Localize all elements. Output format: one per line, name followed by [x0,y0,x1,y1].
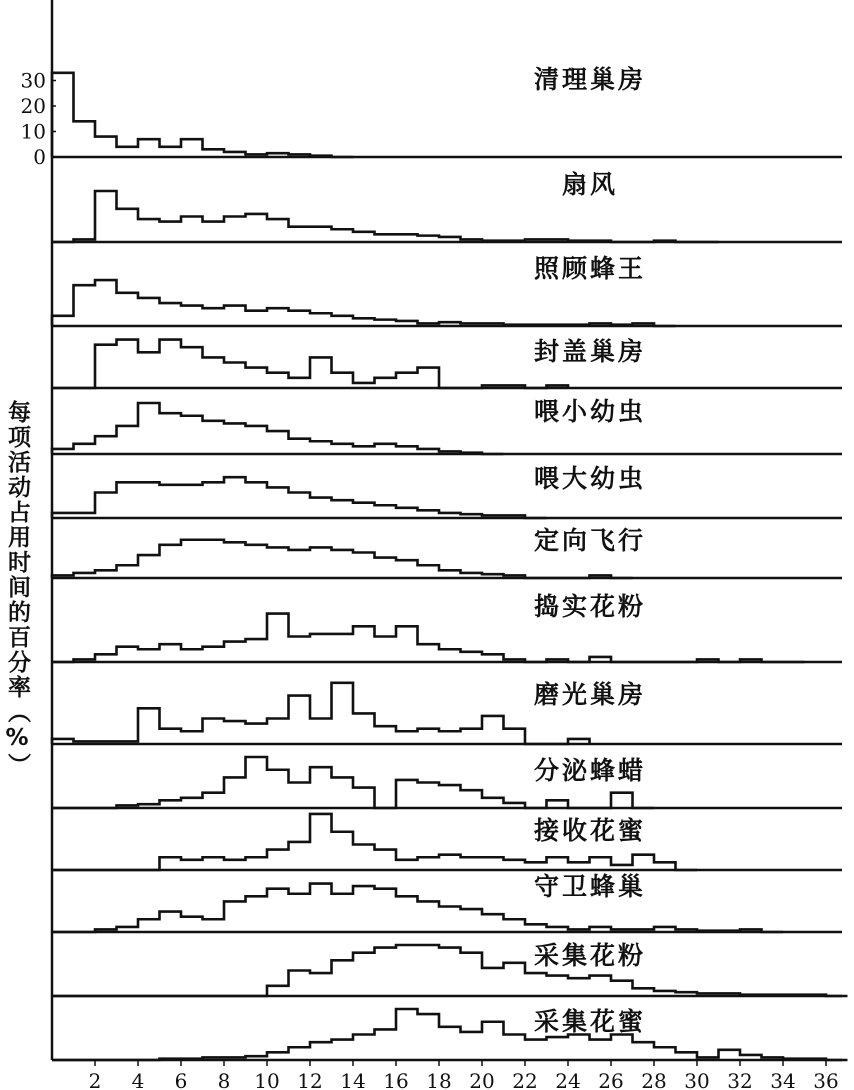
histogram-bar [203,647,225,662]
histogram-bar [439,785,461,808]
histogram-bar [224,721,246,744]
histogram-bar [289,971,311,997]
histogram-bar [95,137,117,157]
panel-label: 磨光巢房 [533,680,647,709]
histogram-bar [396,508,418,518]
histogram-bar [375,889,397,932]
histogram-bar [138,352,160,388]
histogram-bar [482,1022,504,1060]
histogram-bar [246,896,268,932]
histogram-bar [332,444,354,454]
histogram-bar [418,945,440,996]
histogram-bar [353,713,375,744]
histogram-bar [203,357,225,388]
histogram-bar [375,726,397,744]
histogram-bar [117,647,139,662]
x-tick-label: 34 [770,1069,796,1090]
panel-label: 封盖巢房 [533,337,647,366]
histogram-bar [396,780,418,808]
histogram-bar [160,729,182,744]
histogram-bar [310,814,332,870]
panel-label: 定向飞行 [533,526,647,555]
histogram-bar [611,1035,633,1061]
histogram-bar [375,505,397,518]
panel-label: 喂大幼虫 [533,464,647,493]
histogram-bar [95,280,117,326]
histogram-bar [138,139,160,157]
histogram-bar [138,298,160,326]
histogram-bar [138,708,160,744]
x-tick-label: 20 [469,1069,495,1090]
histogram-bar [418,783,440,809]
histogram-bar [396,896,418,932]
histogram-bar [375,1029,397,1060]
histogram-bar [332,832,354,870]
histogram-bar [224,477,246,518]
histogram-bar [633,855,655,870]
x-tick-label: 24 [555,1069,581,1090]
histogram-bar [289,550,311,578]
histogram-bar [461,652,483,662]
histogram-bar [203,793,225,808]
histogram-bar [439,855,461,870]
histogram-bar [289,493,311,519]
histogram-bar [160,857,182,870]
panel-label: 喂小幼虫 [533,397,647,426]
histogram-bar [461,909,483,932]
panel-label: 照顾蜂王 [533,254,647,283]
histogram-bar [568,1035,590,1061]
y-tick-label: 10 [20,119,46,144]
histogram-bar [117,340,139,388]
histogram-bar [633,1042,655,1060]
histogram-bar [267,487,289,518]
histogram-bar [289,378,311,388]
histogram-bar [267,431,289,454]
histogram-bar [289,227,311,242]
x-tick-label: 36 [813,1069,839,1090]
histogram-bar [267,770,289,808]
histogram-bar [246,214,268,242]
histogram-bar [332,1040,354,1060]
histogram-bar [117,293,139,326]
histogram-bar [353,503,375,518]
histogram-bar [439,1027,461,1060]
histogram-bar [246,857,268,870]
histogram-bar [181,731,203,744]
histogram-bar [224,306,246,326]
histogram-bar [418,1014,440,1060]
histogram-bar [160,303,182,326]
panel-label: 守卫蜂巢 [533,872,647,901]
panel-label: 采集花粉 [533,941,647,970]
x-tick-label: 14 [340,1069,366,1090]
histogram-bar [332,894,354,932]
histogram-bar [547,976,569,996]
histogram-bar [439,948,461,996]
histogram-bar [95,345,117,388]
histogram-bar [267,719,289,745]
histogram-bar [375,850,397,870]
histogram-bar [375,637,397,663]
histogram-bar [246,545,268,578]
histogram-bar [482,857,504,870]
panel-label: 扇风 [561,170,619,199]
histogram-bar [181,416,203,454]
histogram-bar [203,308,225,326]
x-tick-label: 22 [512,1069,538,1090]
histogram-bar [181,540,203,578]
histogram-bar [332,960,354,996]
histogram-bar [332,777,354,808]
histogram-bar [95,493,117,519]
x-tick-label: 10 [254,1069,280,1090]
histogram-bar [547,1037,569,1060]
histogram-bar [267,614,289,662]
histogram-bar [310,884,332,932]
histogram-bar [224,901,246,932]
histogram-bar [203,222,225,242]
histogram-bar [439,907,461,933]
histogram-bar [461,729,483,744]
histogram-bar [160,485,182,518]
histogram-bar [203,540,225,578]
histogram-bar [289,637,311,663]
histogram-bar [117,209,139,242]
histogram-bar [590,976,612,996]
histogram-bar [396,560,418,578]
histogram-bar [568,978,590,996]
histogram-bar [181,347,203,388]
histogram-bar [289,311,311,326]
histogram-bar [504,729,526,744]
histogram-bar [353,232,375,242]
histogram-bar [289,842,311,870]
histogram-bar [461,790,483,808]
histogram-bar [289,439,311,454]
panel-label: 采集花蜜 [533,1007,647,1036]
histogram-bar [181,917,203,932]
histogram-bar [246,482,268,518]
histogram-bar [375,444,397,454]
histogram-bar [117,426,139,454]
histogram-bar [224,363,246,389]
x-tick-label: 8 [217,1069,231,1090]
x-tick-label: 30 [684,1069,710,1090]
histogram-bar [353,788,375,808]
histogram-bar [181,139,203,157]
histogram-bar [482,968,504,996]
panel-label: 接收花蜜 [533,816,647,845]
histogram-bar [160,340,182,388]
histogram-bar [719,1050,741,1060]
histogram-bar [353,626,375,662]
y-axis-title: 每项活动占用时间的百分率（%） [4,400,30,778]
histogram-bar [203,421,225,454]
histogram-bar [396,945,418,996]
histogram-bar [332,683,354,744]
histogram-bar [525,973,547,996]
panel-label: 清理巢房 [533,65,647,94]
histogram-bar [203,919,225,932]
histogram-bar [267,219,289,242]
x-tick-label: 18 [426,1069,452,1090]
histogram-bar [396,373,418,388]
histogram-bar [504,860,526,870]
histogram-bar [224,423,246,454]
histogram-bar [289,1047,311,1060]
histogram-bar [95,436,117,454]
histogram-bar [590,1040,612,1060]
histogram-bar [310,498,332,518]
histogram-bar [504,919,526,932]
histogram-bar [203,719,225,745]
histogram-bar [138,482,160,518]
y-tick-label: 20 [20,94,46,118]
panel-label: 分泌蜂蜡 [533,756,647,785]
histogram-bar [461,953,483,996]
histogram-bar [203,482,225,518]
histogram-bar [160,147,182,157]
histogram-bar [310,719,332,745]
x-tick-label: 6 [174,1069,188,1090]
histogram-bar [181,798,203,808]
histogram-bar [117,565,139,578]
histogram-bar [160,545,182,578]
histogram-bar [203,857,225,870]
histogram-bar [224,777,246,808]
histogram-bar [396,626,418,662]
histogram-bar [138,403,160,454]
histogram-bar [267,986,289,996]
histogram-bar [332,229,354,242]
histogram-bar [246,757,268,808]
histogram-bar [418,901,440,932]
histogram-bar [504,963,526,996]
histogram-bar [267,373,289,388]
histogram-bar [267,547,289,578]
histogram-bar [289,783,311,809]
histogram-bar [482,798,504,808]
histogram-bar [246,311,268,326]
histogram-bar [224,642,246,662]
histogram-bar [138,555,160,578]
histogram-bar [310,634,332,662]
x-tick-label: 2 [88,1069,102,1090]
histogram-bar [52,73,74,157]
histogram-bar [375,948,397,996]
histogram-bar [52,316,74,326]
x-tick-label: 16 [383,1069,409,1090]
histogram-bar [482,716,504,744]
histogram-bar [160,644,182,662]
x-tick-label: 28 [641,1069,667,1090]
histogram-bar [590,857,612,870]
histogram-bar [181,860,203,870]
histogram-bar [418,368,440,388]
histogram-bar [160,912,182,932]
histogram-bar [375,378,397,388]
histogram-bar [332,316,354,326]
histogram-bar [181,649,203,662]
histogram-bar [310,547,332,578]
histogram-bar [246,639,268,662]
histogram-bar [310,441,332,454]
histogram-bar [181,485,203,518]
histogram-bar [224,860,246,870]
histogram-bar [611,793,633,808]
histogram-bar [332,500,354,518]
histogram-bar [181,217,203,243]
histogram-bar [353,1035,375,1061]
histogram-bar [332,550,354,578]
histogram-bar [246,724,268,744]
histogram-bar [267,308,289,326]
histogram-bar [504,1035,526,1061]
histogram-bar [160,413,182,454]
histogram-bar [246,368,268,388]
histogram-bar [224,542,246,578]
histogram-bar [95,191,117,242]
histogram-bar [138,649,160,662]
histogram-bar [181,306,203,326]
histogram-bar [611,981,633,996]
histogram-bar [310,357,332,388]
histogram-bar [74,121,96,157]
y-tick-label: 30 [20,68,46,93]
histogram-bar [74,444,96,454]
histogram-bar [353,553,375,579]
histogram-bar [547,857,569,870]
histogram-bar [332,373,354,388]
histogram-bar [396,860,418,870]
histogram-bar [117,482,139,518]
histogram-bar [461,1032,483,1060]
histogram-bar [224,217,246,243]
histogram-bar [117,147,139,157]
histogram-bar [246,426,268,454]
histogram-bar [353,845,375,871]
histogram-bar [267,889,289,932]
histogram-bar [332,634,354,662]
y-tick-label: 0 [33,145,46,169]
histogram-bar [482,914,504,932]
histogram-bar [160,222,182,242]
histogram-bar [418,729,440,744]
histogram-bar [310,227,332,242]
panel-label: 捣实花粉 [533,592,647,621]
histogram-bar [439,731,461,744]
histogram-bar [289,696,311,744]
histogram-bar [396,1009,418,1060]
histogram-bar [310,973,332,996]
histogram-bar [654,1047,676,1060]
histogram-bar [418,644,440,662]
histogram-bar [267,850,289,870]
histogram-bar [138,919,160,932]
histogram-bar [310,313,332,326]
histogram-bar [353,886,375,932]
histogram-bar [375,558,397,578]
x-tick-label: 12 [297,1069,323,1090]
histogram-bar [310,1042,332,1060]
histogram-bar [461,857,483,870]
histogram-bar [74,285,96,326]
histogram-bar [418,857,440,870]
histogram-bar [289,894,311,932]
histogram-bar [310,767,332,808]
histogram-bar [353,953,375,996]
x-tick-label: 26 [598,1069,624,1090]
x-tick-label: 4 [131,1069,145,1090]
histogram-bar [396,731,418,744]
histogram-bar [138,219,160,242]
x-tick-label: 32 [727,1069,753,1090]
histogram-bar [418,565,440,578]
histogram-bar [525,1040,547,1060]
histogram-bar [439,649,461,662]
